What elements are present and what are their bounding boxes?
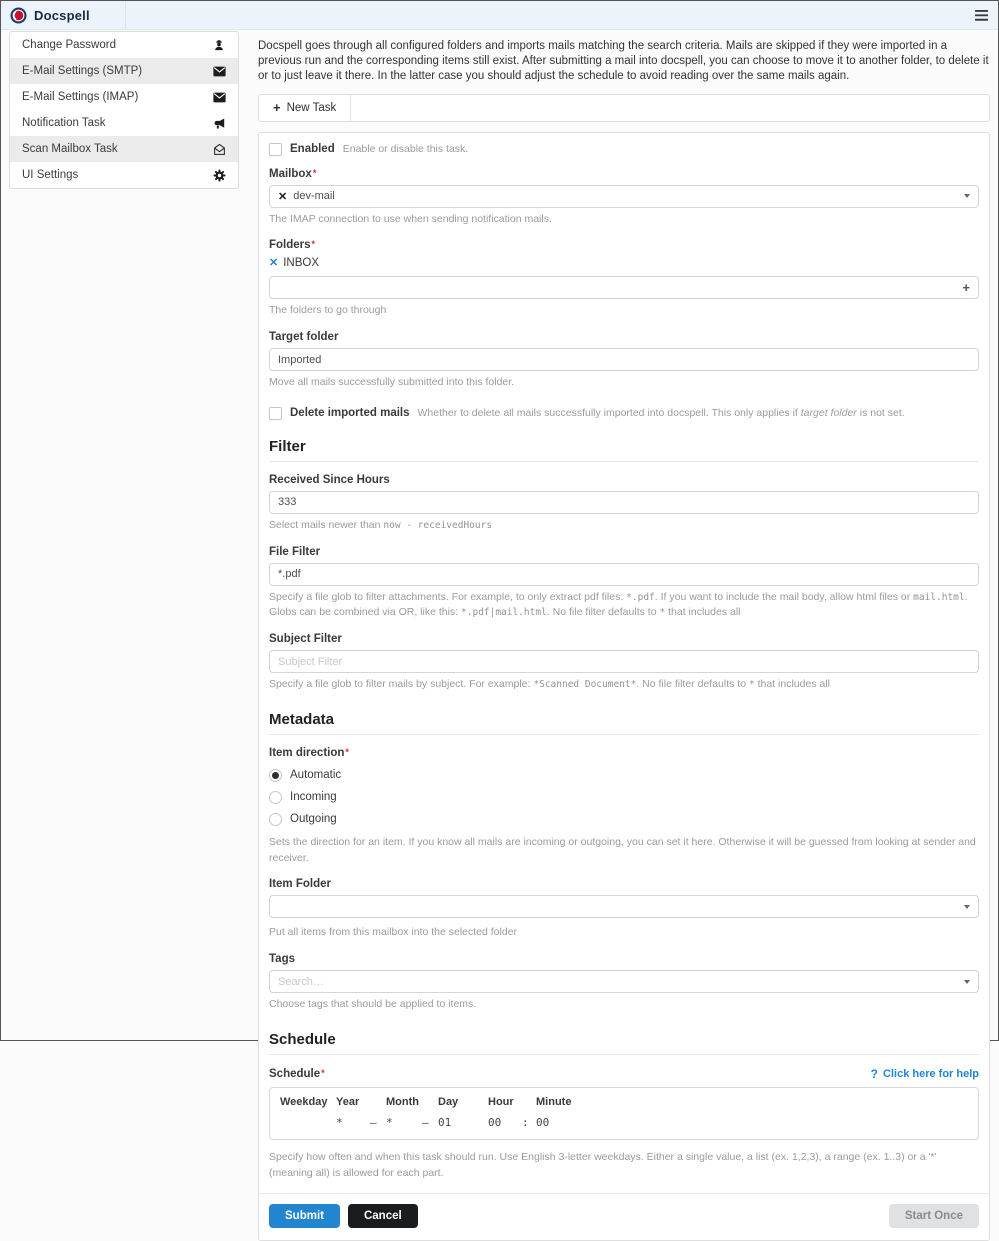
subject-filter-help: Specify a file glob to filter mails by subject. For example: *Scanned Document*. No file filter defaults to * that includes all (269, 678, 830, 691)
item-direction-help: Sets the direction for an item. If you know all mails are incoming or outgoing, you can set it here. Otherwise it will be guessed from looking at sender and receiver. (269, 835, 976, 864)
sidebar-item-change-password[interactable] (10, 32, 238, 58)
radio-label: Outgoing (290, 813, 337, 826)
target-folder-label: Target folder (269, 331, 339, 344)
schedule-day-value[interactable]: 01 (438, 1115, 452, 1129)
schedule-col-day: Day (438, 1095, 459, 1108)
received-since-field (269, 474, 979, 534)
schedule-col-hour: Hour (488, 1095, 514, 1108)
enabled-help: Enable or disable this task. (342, 143, 469, 156)
mailbox-label: Mailbox* (269, 167, 317, 180)
schedule-grid (280, 1096, 968, 1129)
page-body (1, 30, 998, 1241)
remove-selection-icon[interactable]: ✕ (278, 190, 288, 203)
schedule-section-heading: Schedule (269, 1031, 979, 1055)
sidebar-item-ui-settings[interactable] (10, 162, 238, 188)
schedule-col-year: Year (336, 1095, 360, 1108)
folder-chip (269, 256, 979, 269)
enabled-label: Enabled (290, 143, 335, 156)
sidebar-item-label: Scan Mailbox Task (22, 143, 118, 155)
schedule-year-value[interactable]: * (336, 1115, 343, 1129)
delete-imported-field (269, 407, 979, 420)
calendar-event-editor (269, 1087, 979, 1140)
tags-field (269, 953, 979, 1013)
required-asterisk: * (345, 746, 349, 757)
schedule-weekday-value[interactable] (280, 1116, 336, 1129)
received-since-input[interactable] (269, 491, 979, 514)
user-secret-icon (212, 38, 226, 52)
form-actions (269, 1204, 979, 1228)
enabled-checkbox[interactable] (269, 143, 282, 156)
remove-folder-icon[interactable]: ✕ (269, 257, 279, 270)
direction-option-outgoing (269, 813, 979, 826)
target-folder-input[interactable] (269, 348, 979, 371)
received-since-label: Received Since Hours (269, 473, 390, 486)
navbar-spacer (126, 1, 964, 29)
top-navbar (1, 1, 998, 30)
schedule-help-link[interactable] (871, 1067, 979, 1081)
received-since-value: 333 (278, 496, 297, 509)
sidebar-item-imap[interactable] (10, 84, 238, 110)
file-filter-help: Specify a file glob to filter attachments. For example, to only extract pdf files: *.pdf. If you want to include the mail body, allow html files or mail.html. Globs can be combined via OR, like this: *.pdf|mail.html. No file filter defaults to * that includes all (269, 590, 968, 619)
envelope-icon (212, 64, 226, 78)
docspell-logo-icon (10, 7, 27, 24)
delete-imported-checkbox[interactable] (269, 407, 282, 420)
delete-imported-help: Whether to delete all mails successfully imported into docspell. This only applies if target folder is not set. (417, 407, 905, 420)
main-content (239, 31, 990, 1241)
sidebar-item-label: E-Mail Settings (IMAP) (22, 91, 139, 103)
intro-text: Docspell goes through all configured folders and imports mails matching the search criteria. Mails are skipped if they were imported in a previous run and the corresponding items still exist. After submitting a mail into docspell, you can choose to move it to another folder, to delete it or to just leave it there. In the latter case you should adjust the schedule to avoid reading over the same mails again. (258, 40, 989, 83)
tags-label: Tags (269, 953, 295, 966)
sidebar-item-notification-task[interactable] (10, 110, 238, 136)
folders-input[interactable] (269, 276, 979, 299)
schedule-hour-value[interactable]: 00 (488, 1115, 502, 1129)
sidebar-item-label: Notification Task (22, 117, 106, 129)
brand-title: Docspell (34, 7, 90, 23)
item-folder-help: Put all items from this mailbox into the selected folder (269, 926, 518, 939)
schedule-separator: – (422, 1115, 429, 1129)
sidebar-item-label: E-Mail Settings (SMTP) (22, 65, 143, 77)
target-folder-value: Imported (278, 353, 322, 366)
brand[interactable] (1, 1, 126, 29)
item-folder-field (269, 878, 979, 941)
schedule-minute-value[interactable]: 00 (536, 1115, 550, 1129)
item-folder-select[interactable] (269, 895, 979, 918)
filter-section-heading: Filter (269, 438, 979, 462)
sidebar-item-scan-mailbox-task[interactable] (10, 136, 238, 162)
tags-help: Choose tags that should be applied to items. (269, 998, 477, 1011)
mailbox-value: dev-mail (293, 190, 335, 203)
start-once-button[interactable]: Start Once (889, 1204, 979, 1228)
question-mark-icon: ? (870, 1066, 879, 1081)
envelope-open-icon (212, 142, 226, 156)
sidebar-item-smtp[interactable] (10, 58, 238, 84)
sidebar-item-label: UI Settings (22, 169, 79, 181)
envelope-icon (212, 90, 226, 104)
folders-field (269, 239, 979, 319)
subject-filter-placeholder: Subject Filter (278, 655, 343, 668)
required-asterisk: * (312, 167, 317, 178)
radio-outgoing[interactable] (269, 813, 282, 826)
chevron-down-icon (964, 905, 970, 909)
subject-filter-input[interactable] (269, 650, 979, 673)
schedule-month-value[interactable]: * (386, 1115, 393, 1129)
schedule-label: Schedule* (269, 1067, 325, 1080)
tags-select[interactable] (269, 970, 979, 993)
mailbox-field (269, 168, 979, 228)
schedule-help: Specify how often and when this task should run. Use English 3-letter weekdays. Either a single value, a list (ex. 1,2,3), a range (ex. 1..3) or a '*' (meaning all) is allowed for each part. (269, 1150, 937, 1179)
folders-help: The folders to go through (269, 304, 387, 317)
mailbox-help: The IMAP connection to use when sending notification mails. (269, 212, 552, 225)
folders-label: Folders* (269, 239, 316, 252)
schedule-colon: : (522, 1115, 529, 1129)
sidebar-item-label: Change Password (22, 39, 116, 51)
direction-option-automatic (269, 769, 979, 782)
schedule-col-weekday: Weekday (280, 1095, 328, 1108)
required-asterisk: * (321, 1067, 325, 1078)
radio-incoming[interactable] (269, 791, 282, 804)
delete-imported-label: Delete imported mails (290, 407, 410, 420)
submit-button[interactable]: Submit (269, 1204, 340, 1228)
radio-automatic[interactable] (269, 769, 282, 782)
file-filter-value: *.pdf (278, 568, 301, 581)
new-task-label: New Task (286, 101, 337, 114)
schedule-help-link-label: Click here for help (883, 1067, 979, 1080)
plus-icon: + (273, 100, 281, 116)
radio-label: Automatic (290, 769, 342, 782)
form-divider (259, 1193, 989, 1194)
schedule-col-minute: Minute (536, 1095, 572, 1108)
required-asterisk: * (311, 239, 316, 250)
folder-chip-label: INBOX (283, 256, 320, 269)
file-filter-field (269, 546, 979, 622)
item-direction-label: Item direction* (269, 746, 349, 759)
task-toolbar (258, 94, 990, 122)
schedule-col-month: Month (386, 1095, 419, 1108)
subject-filter-field (269, 633, 979, 693)
item-direction-field (269, 747, 979, 867)
settings-sidebar (9, 31, 239, 189)
new-task-button[interactable] (259, 95, 351, 121)
schedule-header-row (269, 1067, 979, 1081)
scan-mailbox-form (258, 132, 990, 1241)
received-since-help: Select mails newer than now - receivedHours (269, 518, 493, 531)
subject-filter-label: Subject Filter (269, 633, 342, 646)
schedule-separator: – (370, 1115, 377, 1129)
mailbox-select[interactable] (269, 185, 979, 208)
tags-placeholder: Search… (278, 975, 324, 988)
bullhorn-icon (212, 116, 226, 130)
schedule-field (269, 1067, 979, 1182)
chevron-down-icon (964, 194, 970, 198)
target-folder-help: Move all mails successfully submitted into this folder. (269, 376, 515, 389)
chevron-down-icon (964, 980, 970, 984)
hamburger-menu-icon[interactable] (964, 1, 998, 29)
cancel-button[interactable]: Cancel (348, 1204, 418, 1228)
item-folder-label: Item Folder (269, 878, 331, 891)
direction-option-incoming (269, 791, 979, 804)
gear-icon (212, 168, 226, 182)
file-filter-label: File Filter (269, 545, 321, 558)
target-folder-field (269, 331, 979, 391)
add-folder-icon[interactable]: + (962, 280, 970, 296)
file-filter-input[interactable] (269, 563, 979, 586)
metadata-section-heading: Metadata (269, 711, 979, 735)
enabled-field (269, 143, 979, 156)
radio-label: Incoming (290, 791, 337, 804)
